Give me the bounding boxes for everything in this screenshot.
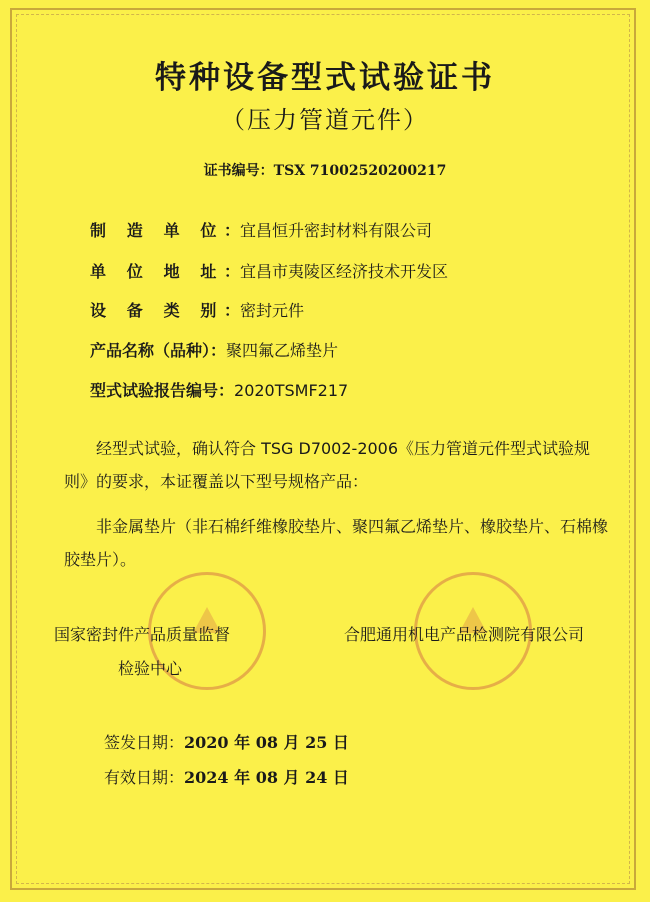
- issue-date-label: 签发日期：: [104, 733, 185, 752]
- certificate-title: 特种设备型式试验证书: [155, 60, 495, 96]
- field-product-name: [90, 338, 338, 361]
- field-value: 宜昌市夷陵区经济技术开发区: [240, 262, 449, 281]
- right-issuer: 合肥通用机电产品检测院有限公司: [344, 625, 585, 644]
- field-label: 制 造 单 位：: [90, 221, 240, 240]
- left-issuer-line2: 检验中心: [118, 659, 183, 678]
- valid-date-value: 2024 年 08 月 24 日: [184, 768, 349, 787]
- field-value: 聚四氟乙烯垫片: [226, 341, 339, 360]
- field-report-number: [90, 378, 348, 401]
- valid-date-label: 有效日期：: [104, 768, 185, 787]
- compliance-paragraph: 经型式试验，确认符合 TSG D7002-2006《压力管道元件型式试验规则》的要求，本证覆盖以下型号规格产品：: [64, 439, 591, 491]
- certificate-number-label: 证书编号：: [203, 163, 274, 179]
- certificate-number: [0, 160, 650, 180]
- valid-date: [104, 765, 349, 788]
- field-label: 产品名称（品种）：: [90, 341, 227, 360]
- field-value: 密封元件: [240, 301, 305, 320]
- field-label: 设 备 类 别：: [90, 301, 240, 320]
- field-address: [90, 259, 448, 282]
- field-label: 型式试验报告编号：: [90, 381, 235, 400]
- issue-date-value: 2020 年 08 月 25 日: [184, 733, 349, 752]
- field-label: 单 位 地 址：: [90, 262, 240, 281]
- field-value: 2020TSMF217: [234, 381, 349, 400]
- field-value: 宜昌恒升密封材料有限公司: [240, 221, 433, 240]
- field-manufacturer: [90, 218, 432, 241]
- left-issuer-line1: 国家密封件产品质量监督: [54, 625, 231, 644]
- certificate-subtitle: （压力管道元件）: [221, 106, 429, 134]
- issue-date: [104, 730, 349, 753]
- field-equipment-category: [90, 298, 304, 321]
- product-scope-paragraph: 非金属垫片（非石棉纤维橡胶垫片、聚四氟乙烯垫片、橡胶垫片、石棉橡胶垫片）。: [64, 517, 609, 569]
- certificate-number-value: TSX 71002520200217: [273, 163, 447, 179]
